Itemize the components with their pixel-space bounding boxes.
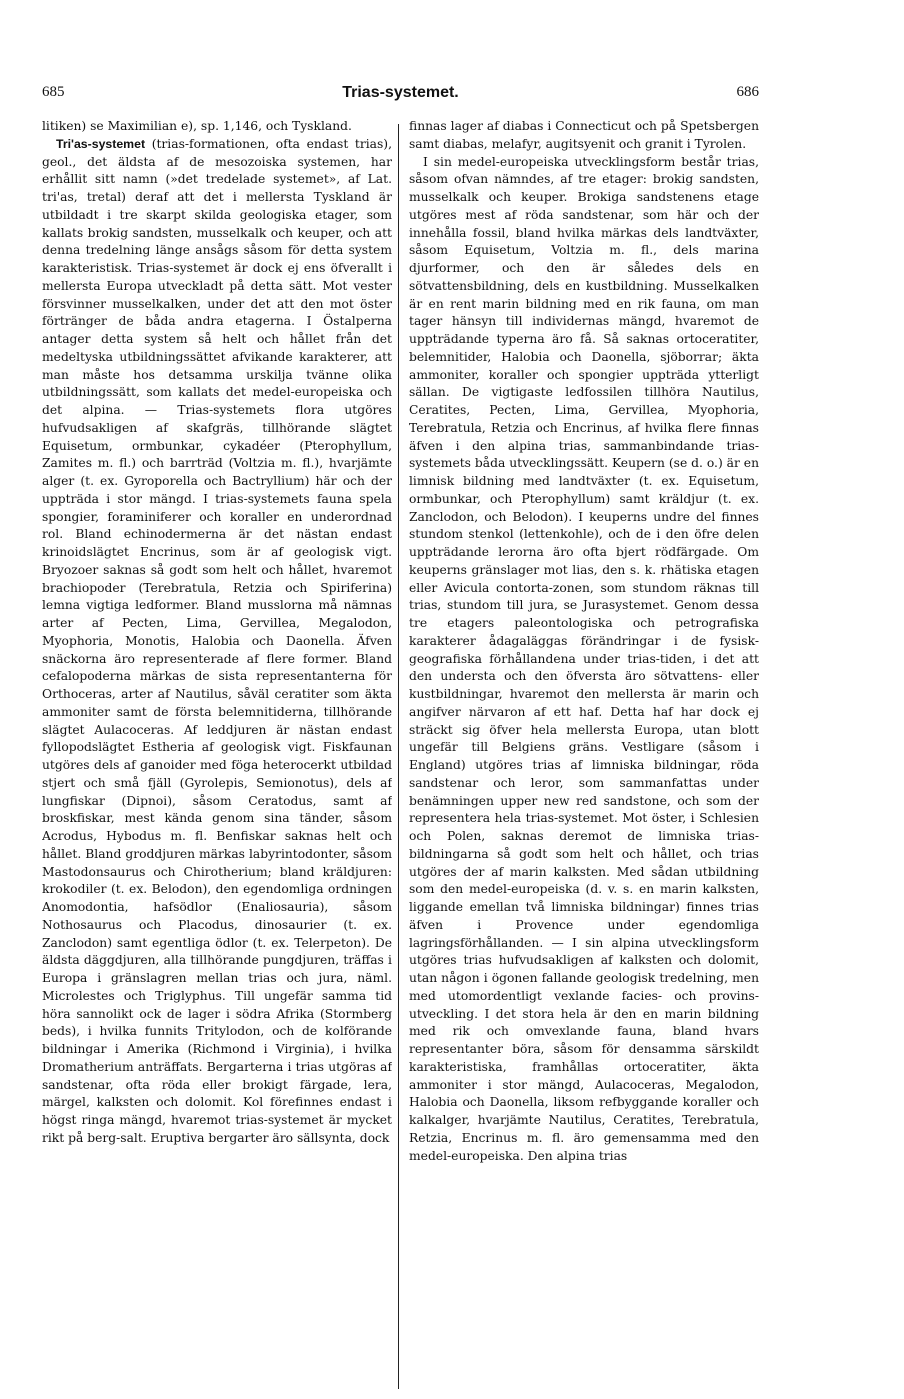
running-header bbox=[42, 84, 759, 106]
continuation-text: finnas lager af diabas i Connecticut och på Spetsbergen samt diabas, melafyr, augitsyenit och granit i Tyrolen. bbox=[409, 119, 759, 151]
body-paragraph: I sin medel-europeiska utvecklingsform består trias, såsom ofvan nämndes, af tre etager: brokig sandsten, musselkalk och keuper. Brokiga sandstenens etage utgöres mest af röda sandstenar, som här och der innehålla fossil, bland hvilka märkas dels landtväxter, såsom Equisetum, Voltzia m. fl., dels marina djurformer, och den är således dels en sötvattensbildning, dels en kustbildning. Musselkalken är en rent marin bildning med en rik fauna, om man tager hänsyn till individernas mängd, hvaremot de uppträdande typerna äro få. Så saknas ortoceratiter, belemnitider, Halobia och Daonella, sjöborrar; äkta ammoniter, koraller och spongier uppträda ytterligt sällan. De vigtigaste ledfossilen tillhöra Nautilus, Ceratites, Pecten, Lima, Gervillea, Myophoria, Terebratula, Retzia och Encrinus, af hvilka flere finnas äfven i den alpina trias, sammanbindande trias-systemets båda utvecklingssätt. Keupern (se d. o.) är en limnisk bildning med landtväxter (t. ex. Equisetum, ormbunkar, och Pterophyllum) samt kräldjur (t. ex. Zanclodon, och Belodon). I keuperns undre del finnes stundom stenkol (lettenkohle), och de i den öfre delen uppträdande lerorna äro ofta bjert rödfärgade. Om keuperns gränslager mot lias, den s. k. rhätiska etagen eller Avicula contorta-zonen, som stundom räknas till trias, stundom till jura, se Jurasystemet. Genom dessa tre etagers paleontologiska och petrografiska karakterer ådagaläggas förändringar i de fysisk-geografiska förhållandena under trias-tiden, i det att den understa och den öfversta äro sötvattens- eller kustbildningar, hvaremot den mellersta är marin och angifver närvaron af ett haf. Detta haf har dock ej sträckt sig öfver hela mellersta Europa, utan blott ungefär till Belgiens gräns. Vestligare (såsom i England) utgöres trias af limniska bildningar, röda sandstenar och leror, som sammanfattas under benämningen upper new red sandstone, och som der representera hela trias-systemet. Mot öster, i Schlesien och Polen, saknas deremot de limniska trias-bildningarna så godt som helt och hållet, och trias utgöres der af marin kalksten. Med sådan utbildning som den medel-europeiska (d. v. s. en marin kalksten, liggande emellan två limniska bildningar) finnes trias äfven i Provence under egendomliga lagringsförhållanden. — I sin alpina utvecklingsform utgöres trias hufvudsakligen af kalksten och dolomit, utan någon i ögonen fallande geologisk tredelning, men med utomordentligt vexlande facies- och provins-utveckling. I det stora hela är den en marin bildning med rik och omvexlande fauna, bland hvars representanter böra, såsom för densamma särskildt karakteristiska, framhållas ortoceratiter, äkta ammoniter i stor mängd, Aulacoceras, Megalodon, Halobia och Daonella, liksom refbyggande koraller och kalkalger, hvarjämte Nautilus, Ceratites, Terebratula, Retzia, Encrinus m. fl. äro gemensamma med den medel-europeiska. Den alpina trias bbox=[409, 154, 759, 1163]
encyclopedia-entry bbox=[42, 136, 392, 1148]
left-column bbox=[42, 118, 392, 1382]
continuation-text: litiken) se Maximilian e), sp. 1,146, och Tyskland. bbox=[42, 119, 352, 133]
entry-body: (trias-formationen, ofta endast trias), geol., det äldsta af de mesozoiska systemen, har erhållit sitt namn (»det tredelade systemet», af Lat. tri'as, tretal) deraf att det i mellersta Tyskland är utbildadt i tre skarpt skilda geologiska etager, som kallats brokig sandsten, musselkalk och keuper, och att denna tredelning länge ansågs såsom för detta system karakteristisk. Trias-systemet är dock ej ens öfverallt i mellersta Europa utveckladt på detta sätt. Mot vester försvinner musselkalken, under det att den mot öster förtränger de båda andra etagerna. I Östalperna antager detta system så helt och hållet från det medeltyska utbildningssättet afvikande karakterer, att man måste hos detsamma urskilja tvänne olika utbildningssätt, som kallats det medel-europeiska och det alpina. — Trias-systemets flora utgöres hufvudsakligen af skafgräs, tillhörande slägtet Equisetum, ormbunkar, cykadéer (Pterophyllum, Zamites m. fl.) och barrträd (Voltzia m. fl.), hvarjämte alger (t. ex. Gyroporella och Bactryllium) här och der uppträda i stor mängd. I trias-systemets fauna spela spongier, foraminiferer och koraller en underordnad rol. Bland echinodermerna är det nästan endast krinoidslägtet Encrinus, som är af geologisk vigt. Bryozoer saknas så godt som helt och hållet, hvaremot brachiopoder (Terebratula, Retzia och Spiriferina) lemna vigtiga ledformer. Bland musslorna må nämnas arter af Pecten, Lima, Gervillea, Megalodon, Myophoria, Monotis, Halobia och Daonella. Äfven snäckorna äro representerade af flere former. Bland cefalopoderna märkas de sista representanterna för Orthoceras, arter af Nautilus, såväl ceratiter som äkta ammoniter samt de första belemnitiderna, tillhörande slägtet Aulacoceras. Af leddjuren är nästan endast fyllopodslägtet Estheria af geologisk vigt. Fiskfaunan utgöres dels af ganoider med föga heterocerkt utbildad stjert och små fjäll (Gyrolepis, Semionotus), dels af lungfiskar (Dipnoi), såsom Ceratodus, samt af broskfiskar, mest kända genom sina tänder, såsom Acrodus, Hybodus m. fl. Benfiskar saknas helt och hållet. Bland groddjuren märkas labyrintodonter, såsom Mastodonsaurus och Chirotherium; bland kräldjuren: krokodiler (t. ex. Belodon), den egendomliga ordningen Anomodontia, hafsödlor (Enaliosauria), såsom Nothosaurus och Placodus, dinosaurier (t. ex. Zanclodon) samt egentliga ödlor (t. ex. Telerpeton). De äldsta däggdjuren, alla tillhörande pungdjuren, träffas i Europa i gränslagren mellan trias och jura, näml. Microlestes och Triglyphus. Till ungefär samma tid höra sannolikt ock de lager i södra Afrika (Stormberg beds), i hvilka funnits Tritylodon, och de kolförande bildningar i Amerika (Richmond i Virginia), i hvilka Dromatherium anträffats. Bergarterna i trias utgöras af sandstenar, ofta röda eller brokigt färgade, lera, märgel, kalksten och dolomit. Kol förefinnes endast i högst ringa mängd, hvaremot trias-systemet är mycket rikt på berg-salt. Eruptiva bergarter äro sällsynta, dock bbox=[42, 136, 392, 1145]
right-column bbox=[409, 118, 759, 1382]
column-divider bbox=[398, 124, 399, 1389]
running-title: Trias-systemet. bbox=[342, 84, 459, 101]
entry-headword: Tri'as-systemet bbox=[56, 136, 146, 151]
page-number-right: 686 bbox=[736, 84, 759, 100]
page-number-left: 685 bbox=[42, 84, 65, 100]
